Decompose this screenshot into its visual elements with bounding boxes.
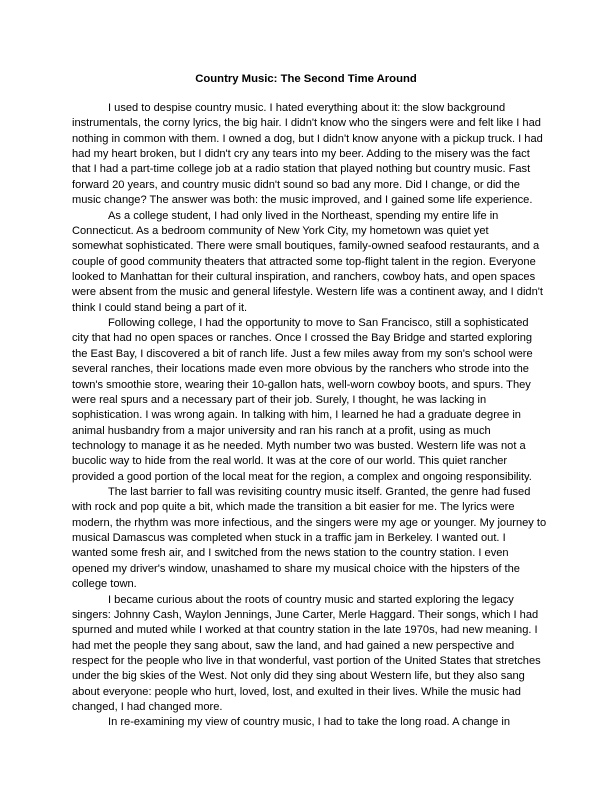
- text-line: were absent from the music and general lifestyle. Western life was a continent away, and I didn't: [72, 286, 543, 299]
- text-line: wanted some fresh air, and I switched from the news station to the country station. I even: [72, 547, 509, 560]
- text-line: modern, the rhythm was more infectious, and the singers were my age or younger. My journey to: [72, 516, 547, 529]
- text-line: bucolic way to hide from the real world. It was at the core of our world. This quiet rancher: [72, 455, 508, 468]
- text-line: college town.: [72, 578, 137, 591]
- text-line: had my heart broken, but I didn't cry any tears into my beer. Adding to the misery was the fact: [72, 148, 530, 161]
- text-line: music change? The answer was both: the music improved, and I gained some life experience.: [72, 194, 533, 207]
- text-line: The last barrier to fall was revisiting country music itself. Granted, the genre had fused: [108, 486, 531, 498]
- text-line: In re-examining my view of country music, I had to take the long road. A change in: [108, 716, 511, 729]
- text-line: instrumentals, the corny lyrics, the big hair. I didn't know who the singers were and felt like I had: [72, 117, 541, 130]
- text-line: the East Bay, I discovered a bit of ranch life. Just a few miles away from my son's school were: [72, 347, 533, 360]
- text-line: animal husbandry from a major university and ran his ranch at a profit, using as much: [72, 424, 491, 437]
- text-line: were real spurs and a necessary part of their job. Surely, I thought, he was lacking in: [72, 393, 487, 406]
- text-line: city that had no open spaces or ranches. Once I crossed the Bay Bridge and started exploring: [72, 332, 533, 345]
- text-line: had met the people they sang about, saw the land, and had gained a new perspective and: [72, 639, 515, 652]
- text-line: Connecticut. As a bedroom community of New York City, my hometown was quiet yet: [72, 224, 489, 237]
- text-line: singers: Johnny Cash, Waylon Jennings, June Carter, Merle Haggard. Their songs, which I had: [72, 608, 539, 621]
- text-line: about everyone: people who hurt, loved, lost, and exulted in their lives. While the music had: [72, 685, 521, 698]
- text-line: forward 20 years, and country music didn't sound so bad any more. Did I change, or did the: [72, 178, 520, 191]
- text-line: I used to despise country music. I hated everything about it: the slow background: [108, 102, 506, 114]
- text-line: town's smoothie store, wearing their 10-gallon hats, well-worn cowboy boots, and spurs. They: [72, 378, 531, 391]
- text-line: respect for the people who live in that wonderful, vast portion of the United States that stretches: [72, 655, 541, 667]
- text-line: As a college student, I had only lived in the Northeast, spending my entire life in: [108, 209, 499, 222]
- text-line: provided a good portion of the local meat for the region, a complex and ongoing responsibility.: [72, 470, 532, 483]
- text-line: several ranches, their locations made even more obvious by the ranchers who strode into the: [72, 363, 529, 376]
- text-line: Following college, I had the opportunity to move to San Francisco, still a sophisticated: [108, 317, 529, 329]
- text-line: that I had a part-time college job at a radio station that played nothing but country music. Fast: [72, 163, 531, 176]
- text-line: changed, I had changed more.: [72, 701, 223, 713]
- text-line: opened my driver's window, unashamed to share my musical choice with the hipsters of the: [72, 562, 520, 575]
- text-line: musical Damascus was completed when stuck in a traffic jam in Berkeley. I wanted out. I: [72, 532, 506, 545]
- text-line: I became curious about the roots of country music and started exploring the legacy: [108, 593, 514, 606]
- text-line: sophistication. I was wrong again. In talking with him, I learned he had a graduate degree in: [72, 409, 521, 422]
- text-line: think I could stand being a part of it.: [72, 301, 248, 314]
- text-line: looked to Manhattan for their cultural inspiration, and ranchers, cowboy hats, and open spaces: [72, 271, 536, 283]
- text-line: technology to manage it as he needed. Myth number two was busted. Western life was not a: [72, 439, 526, 452]
- text-line: spurned and muted while I worked at that country station in the late 1970s, had new meaning. I: [72, 624, 538, 637]
- text-line: under the big skies of the West. Not only did they sing about Western life, but they also sang: [72, 670, 525, 683]
- text-line: nothing in common with them. I owned a dog, but I didn't know anyone with a pickup truck. I had: [72, 132, 543, 145]
- text-line: with rock and pop quite a bit, which made the transition a bit easier for me. The lyrics were: [72, 501, 515, 514]
- text-line: couple of good community theaters that attracted some top-flight talent in the region. Everyone: [72, 255, 536, 268]
- page-title: Country Music: The Second Time Around: [195, 73, 417, 85]
- text-line: somewhat sophisticated. There were small boutiques, family-owned seafood restaurants, and a: [72, 240, 540, 253]
